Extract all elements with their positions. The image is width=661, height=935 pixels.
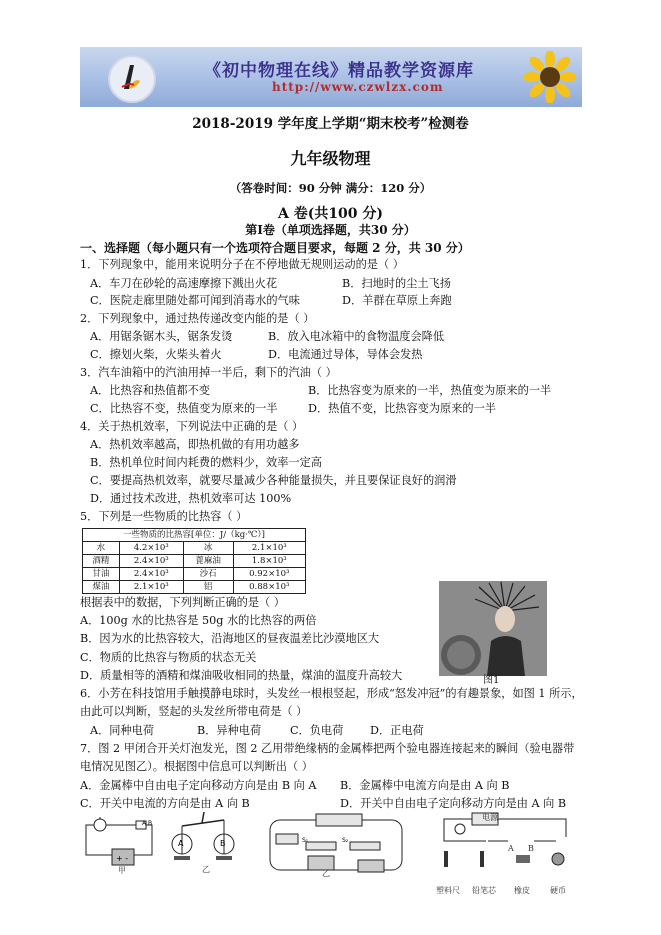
table-cell: 冰 [183,542,233,555]
q7-option-c[interactable]: C．开关中电流的方向是由 A 向 B [80,797,250,810]
table-cell: 2.4×10³ [119,568,183,581]
table-cell: 0.88×10³ [233,581,305,594]
q2-option-d[interactable]: D．电流通过导体，导体会发热 [268,348,423,361]
subject-title: 九年级物理 [290,149,371,168]
figure4-conductors [436,811,582,895]
item-coin-label: 硬币 [550,886,566,895]
figure1-label: 图1 [483,675,500,686]
table-cell: 2.1×10³ [233,542,305,555]
item-pencil-label: 铅笔芯 [472,886,496,895]
table-row [83,568,306,581]
banner-url[interactable]: http://www.czwlzx.com [272,80,444,94]
q7-option-b[interactable]: B．金属棒中电流方向是由 A 向 B [340,779,510,792]
q3-stem: 3．汽车油箱中的汽油用掉一半后，剩下的汽油（ ） [80,366,337,379]
svg-text:A B: A B [142,820,153,827]
q2-stem: 2．下列现象中，通过热传递改变内能的是（ ） [80,312,315,325]
q1-option-a[interactable]: A．车刀在砂轮的高速摩擦下溅出火花 [90,277,278,290]
table-cell: 1.8×10³ [233,555,305,568]
q4-option-b[interactable]: B．热机单位时间内耗费的燃料少，效率一定高 [90,456,322,469]
q6-stem-line2: 由此可以判断，竖起的头发丝所带电荷是（ ） [80,705,308,718]
q7-option-d[interactable]: D．开关中自由电子定向移动方向是由 A 向 B [340,797,567,810]
q5-option-c[interactable]: C．物质的比热容与物质的状态无关 [80,651,257,664]
q2-option-a[interactable]: A．用锯条锯木头，锯条发烫 [90,330,233,343]
power-label: 电源 [482,813,498,822]
table-cell: 酒精 [83,555,120,568]
conductor-test-diagram [436,811,582,869]
table-row [83,581,306,594]
banner-title: 《初中物理在线》精品教学资源库 [204,61,474,81]
q6-option-c[interactable]: C．负电荷 [290,724,344,737]
q7-stem-line2: 电情况见图乙）。根据图中信息可以判断出（ ） [80,760,313,773]
svg-text:S₁: S₁ [302,837,309,844]
q3-option-d[interactable]: D．热值不变，比热容变为原来的一半 [308,402,496,415]
q1-stem: 1．下列现象中，能用来说明分子在不停地做无规则运动的是（ ） [80,258,404,271]
q6-stem-line1: 6．小芳在科技馆用手触摸静电球时，头发丝一根根竖起，形成“怒发冲冠”的有趣景象，如图 1 所示， [80,687,583,700]
table-cell: 蓖麻油 [183,555,233,568]
q5-lead: 根据表中的数据，下列判断正确的是（ ） [80,596,285,609]
item-eraser-label: 橡皮 [514,886,530,895]
table-cell: 水 [83,542,120,555]
q7-stem-line1: 7．图 2 甲闭合开关灯泡发光，图 2 乙用带绝缘柄的金属棒把两个验电器连接起来的瞬间（验电器带 [80,742,575,755]
exam-title: 2018-2019 学年度上学期“期末校考”检测卷 [192,116,469,132]
time-info: （答卷时间：90 分钟 满分：120 分） [229,181,432,195]
q2-option-c[interactable]: C．擦划火柴，火柴头着火 [90,348,222,361]
q4-option-c[interactable]: C．要提高热机效率，就要尽量减少各种能量损失，并且要保证良好的润滑 [90,474,457,487]
table-cell: 2.4×10³ [119,555,183,568]
logo-icon [120,61,142,91]
part-title: 第Ⅰ卷（单项选择题，共30 分） [245,223,416,237]
q6-option-d[interactable]: D．正电荷 [370,724,424,737]
q3-option-c[interactable]: C．比热容不变，热值变为原来的一半 [90,402,278,415]
table-cell: 沙石 [183,568,233,581]
q4-option-a[interactable]: A．热机效率越高，即热机做的有用功越多 [90,438,300,451]
table-header: 一些物质的比热容[单位：J/（kg·℃）] [83,529,306,542]
table-cell: 甘油 [83,568,120,581]
figure1-photo [439,581,547,676]
volume-title: A 卷(共100 分) [277,206,384,222]
table-row [83,555,306,568]
svg-text:A: A [178,839,184,848]
section-heading: 一、选择题（每小题只有一个选项符合题目要求，每题 2 分，共 30 分） [80,241,470,255]
q1-option-d[interactable]: D．羊群在草原上奔跑 [342,294,452,307]
figure3-label: 乙 [322,869,330,878]
q6-option-a[interactable]: A．同种电荷 [90,724,155,737]
q5-option-d[interactable]: D．质量相等的酒精和煤油吸收相同的热量，煤油的温度升高较大 [80,669,403,682]
q7-option-a[interactable]: A．金属棒中自由电子定向移动方向是由 B 向 A [80,779,317,792]
table-cell: 4.2×10³ [119,542,183,555]
q1-option-b[interactable]: B．扫地时的尘土飞扬 [342,277,451,290]
q3-option-b[interactable]: B．比热容变为原来的一半，热值变为原来的一半 [308,384,552,397]
item-ruler-label: 塑料尺 [436,886,460,895]
table-cell: 铝 [183,581,233,594]
figure2-jia-label: 甲 [118,866,126,875]
q4-stem: 4．关于热机效率，下列说法中正确的是（ ） [80,420,304,433]
table-cell: 煤油 [83,581,120,594]
q3-option-a[interactable]: A．比热容和热值都不变 [90,384,210,397]
table-cell: 2.1×10³ [119,581,183,594]
q5-stem: 5．下列是一些物质的比热容（ ） [80,510,248,523]
static-hair-illustration [439,581,547,676]
svg-text:S₂: S₂ [342,837,349,844]
q5-option-a[interactable]: A．100g 水的比热容是 50g 水的比热容的两倍 [80,614,317,627]
q6-option-b[interactable]: B．异种电荷 [197,724,262,737]
table-cell: 0.92×10³ [233,568,305,581]
figure2-yi-label: 乙 [202,865,210,874]
q4-option-d[interactable]: D．通过技术改进，热机效率可达 100% [90,492,292,505]
switch-circuit-diagram [262,812,410,878]
svg-text:+ -: + - [116,854,129,863]
specific-heat-table [82,528,306,594]
figure2-jia [82,817,164,877]
figure3-circuit [262,812,410,878]
q2-option-b[interactable]: B．放入电冰箱中的食物温度会降低 [268,330,445,343]
figure2-yi [168,812,240,876]
header-banner [80,47,582,107]
terminal-a-label: A [508,844,514,853]
svg-text:B: B [220,839,226,848]
terminal-b-label: B [528,844,534,853]
q5-option-b[interactable]: B．因为水的比热容较大，沿海地区的昼夜温差比沙漠地区大 [80,632,380,645]
table-row [83,542,306,555]
q1-option-c[interactable]: C．医院走廊里随处都可闻到消毒水的气味 [90,294,300,307]
sunflower-icon [524,51,576,103]
